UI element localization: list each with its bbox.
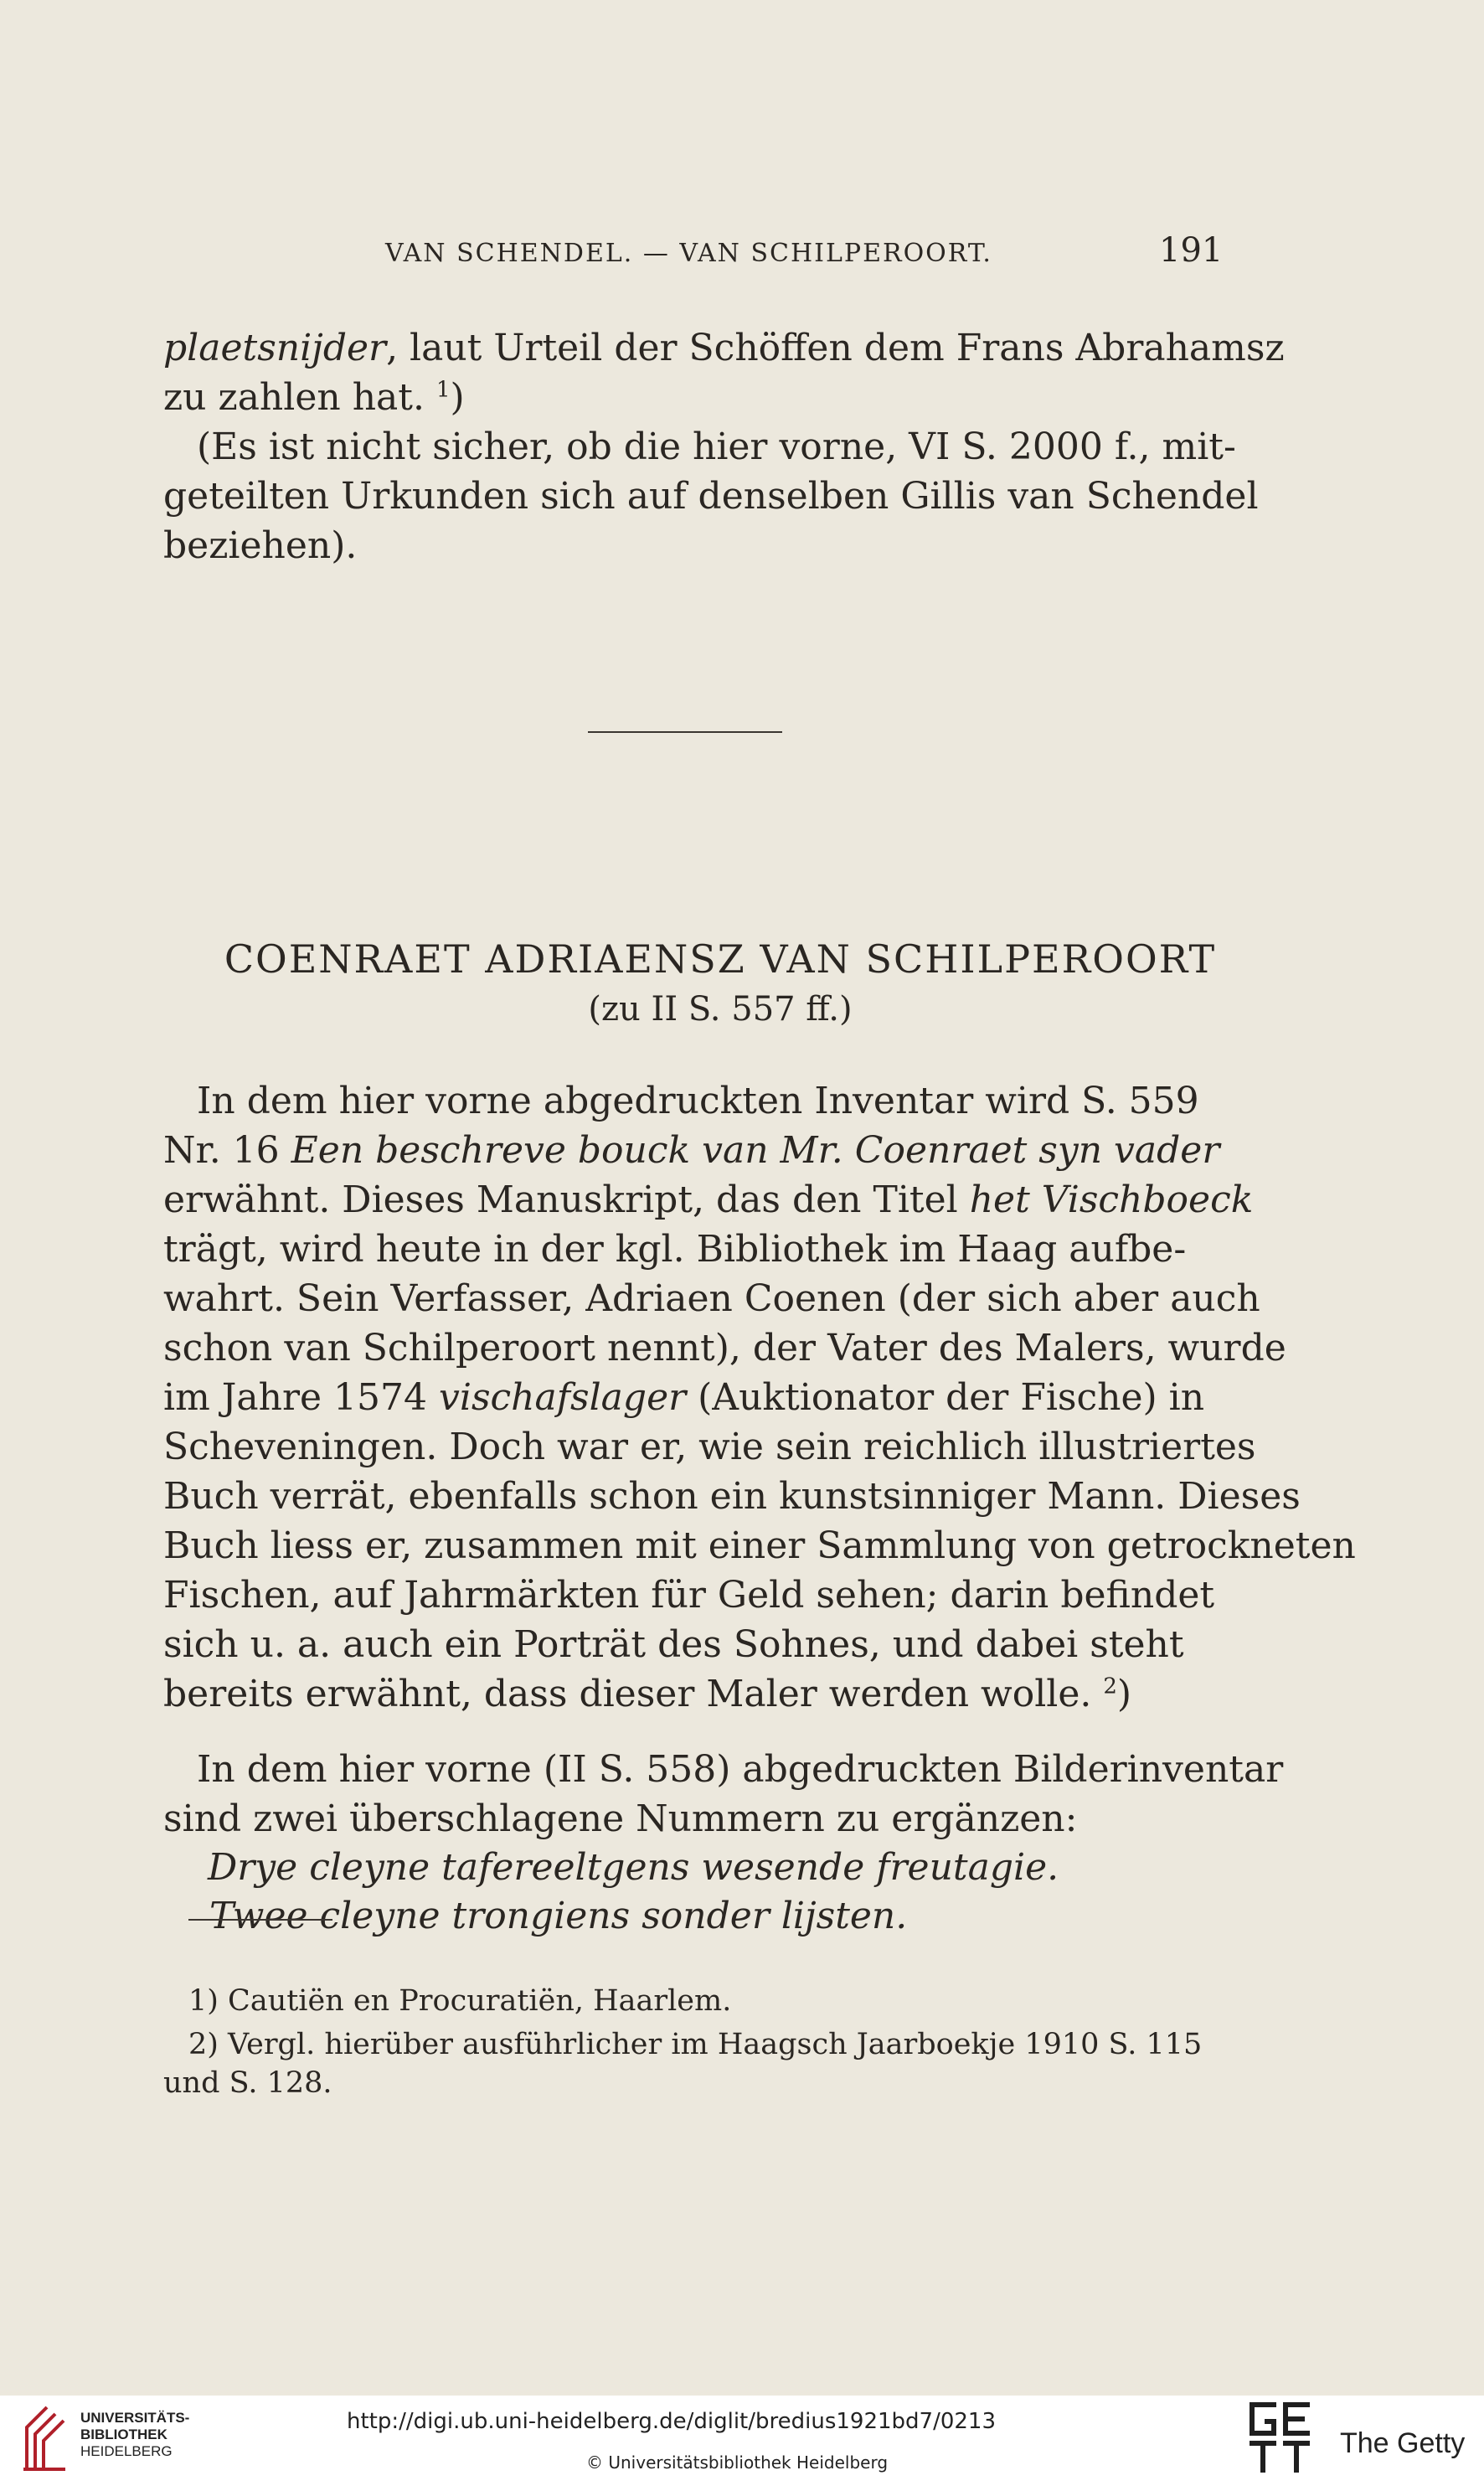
text-line: und S. 128.	[163, 2066, 332, 2100]
text-line: beziehen).	[163, 524, 358, 567]
library-name	[80, 2410, 189, 2460]
section-title: COENRAET ADRIAENSZ VAN SCHILPEROORT	[224, 936, 1217, 982]
getty-name: The Getty	[1340, 2427, 1466, 2459]
text-line	[163, 323, 1285, 373]
text-line	[163, 1373, 1231, 1422]
text-line: sich u. a. auch ein Porträt des Sohnes, und dabei steht	[163, 1623, 1184, 1666]
text-line	[163, 1126, 1231, 1175]
text-line: Buch verrät, ebenfalls schon ein kunstsinniger Mann. Dieses	[163, 1475, 1301, 1518]
text-run: Nr. 16	[163, 1129, 291, 1172]
italic-term: vischafslager	[439, 1376, 687, 1419]
library-name-line: BIBLIOTHEK	[80, 2427, 167, 2442]
inventory-entry: Twee cleyne trongiens sonder lijsten.	[209, 1895, 908, 1937]
getty-logo-icon	[1248, 2401, 1313, 2474]
text-line: schon van Schilperoort nennt), der Vater des Malers, wurde	[163, 1327, 1286, 1369]
text-line: 2) Vergl. hierüber ausführlicher im Haagsch Jaarboekje 1910 S. 115	[188, 2028, 1203, 2061]
text-run: )	[450, 376, 465, 419]
footnote-2	[163, 2025, 1231, 2102]
text-run: zu zahlen hat.	[163, 376, 425, 419]
text-run: , laut Urteil der Schöffen dem Frans Abrahamsz	[386, 327, 1285, 369]
text-run: (Auktionator der Fische) in	[686, 1376, 1205, 1419]
inventory-entry: Drye cleyne tafereeltgens wesende freutagie.	[208, 1846, 1059, 1889]
text-line: Fischen, auf Jahrmärkten für Geld sehen; darin befindet	[163, 1574, 1215, 1617]
text-line: (Es ist nicht sicher, ob die hier vorne, VI S. 2000 f., mit-	[197, 425, 1236, 468]
italic-quote: Een beschreve bouck van Mr. Coenraet syn vader	[291, 1129, 1220, 1172]
footnote-divider	[188, 1919, 332, 1921]
paragraph-main	[163, 1076, 1356, 1719]
text-line: sind zwei überschlagene Nummern zu ergänzen:	[163, 1797, 1078, 1840]
library-name-line: UNIVERSITÄTS-	[80, 2410, 190, 2426]
library-name-line: HEIDELBERG	[80, 2443, 173, 2459]
text-line: In dem hier vorne (II S. 558) abgedruckten Bilderinventar	[197, 1748, 1284, 1791]
permalink[interactable]: http://digi.ub.uni-heidelberg.de/diglit/bredius1921bd7/0213	[347, 2409, 997, 2434]
text-line: wahrt. Sein Verfasser, Adriaen Coenen (der sich aber auch	[163, 1277, 1260, 1320]
text-run: )	[1116, 1673, 1132, 1715]
text-line: geteilten Urkunden sich auf denselben Gillis van Schendel	[163, 475, 1259, 518]
page-number: 191	[1159, 231, 1224, 270]
library-logo-icon	[18, 2402, 69, 2474]
text-line	[163, 1669, 1231, 1719]
paragraph-inventory	[163, 1745, 1284, 1844]
text-line: trägt, wird heute in der kgl. Bibliothek im Haag aufbe-	[163, 1228, 1187, 1271]
paragraph-note	[163, 422, 1259, 570]
paragraph-continuation	[163, 323, 1285, 422]
footnote-ref: 1	[435, 377, 451, 403]
text-line	[163, 1175, 1254, 1225]
italic-title: het Vischboeck	[969, 1178, 1254, 1221]
section-divider	[588, 731, 782, 733]
text-run: erwähnt. Dieses Manuskript, das den Titel	[163, 1178, 970, 1221]
text-line	[163, 373, 1231, 422]
text-line: Scheveningen. Doch war er, wie sein reichlich illustriertes	[163, 1426, 1256, 1468]
italic-term: plaetsnijder	[163, 327, 387, 369]
running-head: VAN SCHENDEL. — VAN SCHILPEROORT.	[385, 239, 992, 268]
footnote-1: 1) Cautiën en Procuratiën, Haarlem.	[188, 1984, 732, 2018]
text-run: bereits erwähnt, dass dieser Maler werden wolle.	[163, 1673, 1092, 1715]
section-subtitle: (zu II S. 557 ff.)	[588, 990, 853, 1029]
copyright-notice: © Universitätsbibliothek Heidelberg	[586, 2452, 889, 2473]
text-line: Buch liess er, zusammen mit einer Sammlung von getrockneten	[163, 1524, 1356, 1567]
text-line: In dem hier vorne abgedruckten Inventar wird S. 559	[197, 1080, 1199, 1122]
text-run: im Jahre 1574	[163, 1376, 440, 1419]
footnote-ref: 2	[1103, 1674, 1117, 1699]
